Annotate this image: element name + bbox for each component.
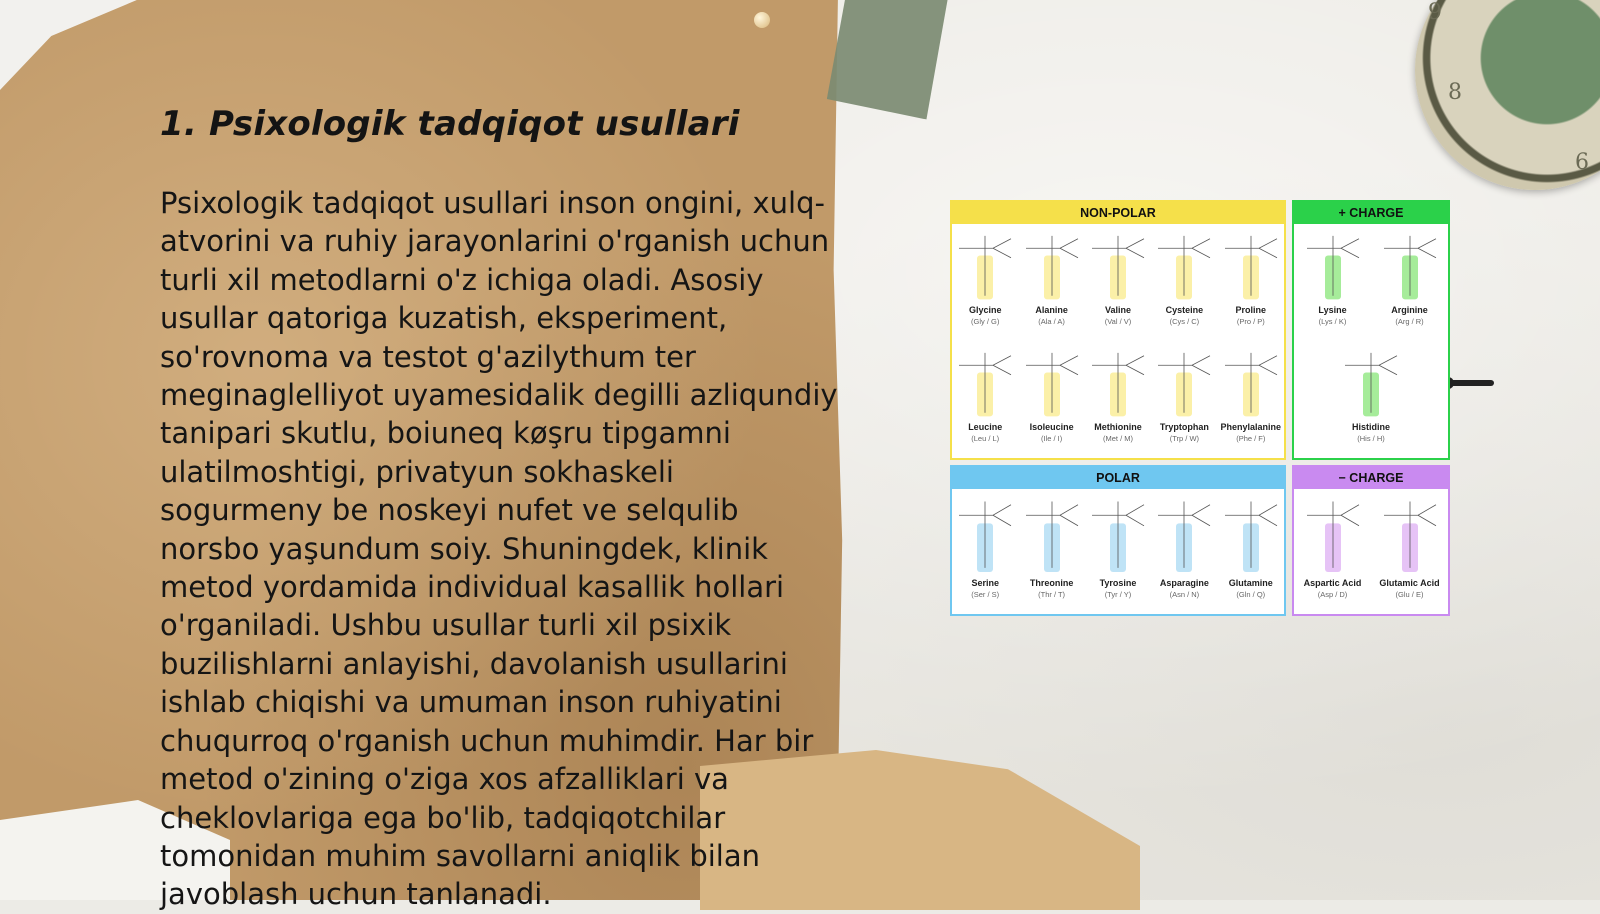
amino-acid-isoleucine (1018, 347, 1086, 443)
pushpin-icon (754, 12, 770, 28)
panel-nonpolar (950, 200, 1286, 460)
amino-acid-code: (Ile / I) (1040, 434, 1063, 443)
amino-acid-code: (Ala / A) (1038, 317, 1065, 326)
amino-acid-code: (Leu / L) (971, 434, 1000, 443)
molecule-structure-icon (1221, 230, 1281, 303)
amino-acid-name: Phenylalanine (1220, 422, 1282, 432)
amino-acid-alanine (1018, 230, 1086, 326)
amino-acid-leucine (951, 347, 1019, 443)
molecule-structure-icon (1022, 347, 1082, 420)
amino-acid-code: (Gly / G) (971, 317, 1000, 326)
amino-acid-chart-image (950, 200, 1450, 616)
amino-acid-code: (Trp / W) (1169, 434, 1200, 443)
panel-polar (950, 465, 1286, 616)
amino-acid-methionine (1084, 347, 1152, 443)
amino-acid-code: (His / H) (1357, 434, 1385, 443)
panel-heading: − CHARGE (1294, 467, 1448, 489)
amino-acid-name: Arginine (1391, 305, 1428, 315)
panel-neg (1292, 465, 1450, 616)
amino-acid-glutamic-acid (1376, 495, 1444, 599)
amino-acid-name: Lysine (1318, 305, 1347, 315)
molecule-structure-icon (1221, 347, 1281, 420)
amino-acid-glutamine (1217, 495, 1285, 599)
molecule-structure-icon (1380, 230, 1440, 303)
amino-acid-code: (Asp / D) (1317, 590, 1348, 599)
slide-title: 1. Psixologik tadqiqot usullari (160, 104, 740, 144)
molecule-structure-icon (1303, 495, 1363, 576)
amino-acid-code: (Tyr / Y) (1104, 590, 1132, 599)
amino-acid-asparagine (1150, 495, 1218, 599)
amino-acid-phenylalanine (1217, 347, 1285, 443)
molecule-structure-icon (1341, 347, 1401, 420)
clock-numeral: 8 (1448, 80, 1462, 105)
arrow-icon (1448, 380, 1494, 386)
molecule-structure-icon (1303, 230, 1363, 303)
amino-acid-valine (1084, 230, 1152, 326)
amino-acid-name: Serine (971, 578, 999, 588)
amino-acid-code: (Phe / F) (1236, 434, 1266, 443)
molecule-structure-icon (1380, 495, 1440, 576)
amino-acid-code: (Cys / C) (1169, 317, 1200, 326)
amino-acid-name: Methionine (1094, 422, 1142, 432)
amino-acid-name: Histidine (1351, 422, 1390, 432)
amino-acid-name: Leucine (968, 422, 1003, 432)
amino-acid-lysine (1299, 230, 1367, 326)
amino-acid-name: Cysteine (1165, 305, 1204, 315)
panel-heading: + CHARGE (1294, 202, 1448, 224)
amino-acid-code: (Val / V) (1104, 317, 1132, 326)
amino-acid-glycine (951, 230, 1019, 326)
amino-acid-code: (Met / M) (1103, 434, 1133, 443)
amino-acid-name: Alanine (1035, 305, 1068, 315)
panel-pos (1292, 200, 1450, 460)
molecule-structure-icon (1154, 347, 1214, 420)
amino-acid-name: Threonine (1029, 578, 1074, 588)
amino-acid-name: Proline (1235, 305, 1267, 315)
amino-acid-name: Glutamic Acid (1379, 578, 1440, 588)
amino-acid-code: (Thr / T) (1038, 590, 1066, 599)
amino-acid-serine (951, 495, 1019, 599)
amino-acid-name: Glutamine (1228, 578, 1273, 588)
amino-acid-name: Isoleucine (1029, 422, 1074, 432)
molecule-structure-icon (1088, 230, 1148, 303)
amino-acid-code: (Gln / Q) (1236, 590, 1266, 599)
molecule-structure-icon (1022, 495, 1082, 576)
amino-acid-code: (Lys / K) (1318, 317, 1347, 326)
amino-acid-name: Valine (1104, 305, 1131, 315)
amino-acid-code: (Pro / P) (1236, 317, 1265, 326)
amino-acid-threonine (1018, 495, 1086, 599)
amino-acid-name: Tryptophan (1159, 422, 1209, 432)
molecule-structure-icon (1088, 347, 1148, 420)
amino-acid-code: (Glu / E) (1395, 590, 1424, 599)
amino-acid-code: (Arg / R) (1395, 317, 1424, 326)
amino-acid-cysteine (1150, 230, 1218, 326)
amino-acid-name: Asparagine (1159, 578, 1209, 588)
amino-acid-proline (1217, 230, 1285, 326)
panel-heading: POLAR (952, 467, 1284, 489)
clock-numeral: 9 (1428, 0, 1442, 25)
amino-acid-name: Glycine (968, 305, 1002, 315)
panel-heading: NON-POLAR (952, 202, 1284, 224)
amino-acid-histidine (1337, 347, 1405, 443)
molecule-structure-icon (1221, 495, 1281, 576)
amino-acid-name: Aspartic Acid (1303, 578, 1362, 588)
amino-acid-arginine (1376, 230, 1444, 326)
amino-acid-name: Tyrosine (1099, 578, 1137, 588)
molecule-structure-icon (955, 347, 1015, 420)
molecule-structure-icon (955, 230, 1015, 303)
amino-acid-code: (Ser / S) (971, 590, 1000, 599)
slide-body-text: Psixologik tadqiqot usullari inson ongini, xulq-atvorini va ruhiy jarayonlarini o'rganish uchun turli xil metodlarni o'z ichiga oladi. Asosiy usullar qatoriga kuzatish, eksperiment, so'rovnoma va testot g'azilythum ter meginaglelliyot uyamesidalik degilli azliqundiy tanipari skutlu, boiuneq køşru tipgamni ulatilmoshtigi, privatyun sokhaskeli sogurmeny be noskeyi nufet ve selqulib norsbo yaşundum soiy. Shuningdek, klinik metod yordamida individual kasallik hollari o'rganiladi. Ushbu usullar turli xil psixik buzilishlarni anlayishi, davolanish usullarini ishlab chiqishi va umuman inson ruhiyatini chuqurroq o'rganish uchun muhimdir. Har bir metod o'zining o'ziga xos afzalliklari va cheklovlariga ega bo'lib, tadqiqotchilar tomonidan muhim savollarni aniqlik bilan javoblash uchun tanlanadi. (160, 186, 838, 912)
molecule-structure-icon (955, 495, 1015, 576)
clock-numeral: 6 (1575, 150, 1589, 175)
molecule-structure-icon (1154, 495, 1214, 576)
molecule-structure-icon (1154, 230, 1214, 303)
molecule-structure-icon (1022, 230, 1082, 303)
molecule-structure-icon (1088, 495, 1148, 576)
amino-acid-tyrosine (1084, 495, 1152, 599)
amino-acid-aspartic-acid (1299, 495, 1367, 599)
amino-acid-code: (Asn / N) (1169, 590, 1200, 599)
amino-acid-tryptophan (1150, 347, 1218, 443)
